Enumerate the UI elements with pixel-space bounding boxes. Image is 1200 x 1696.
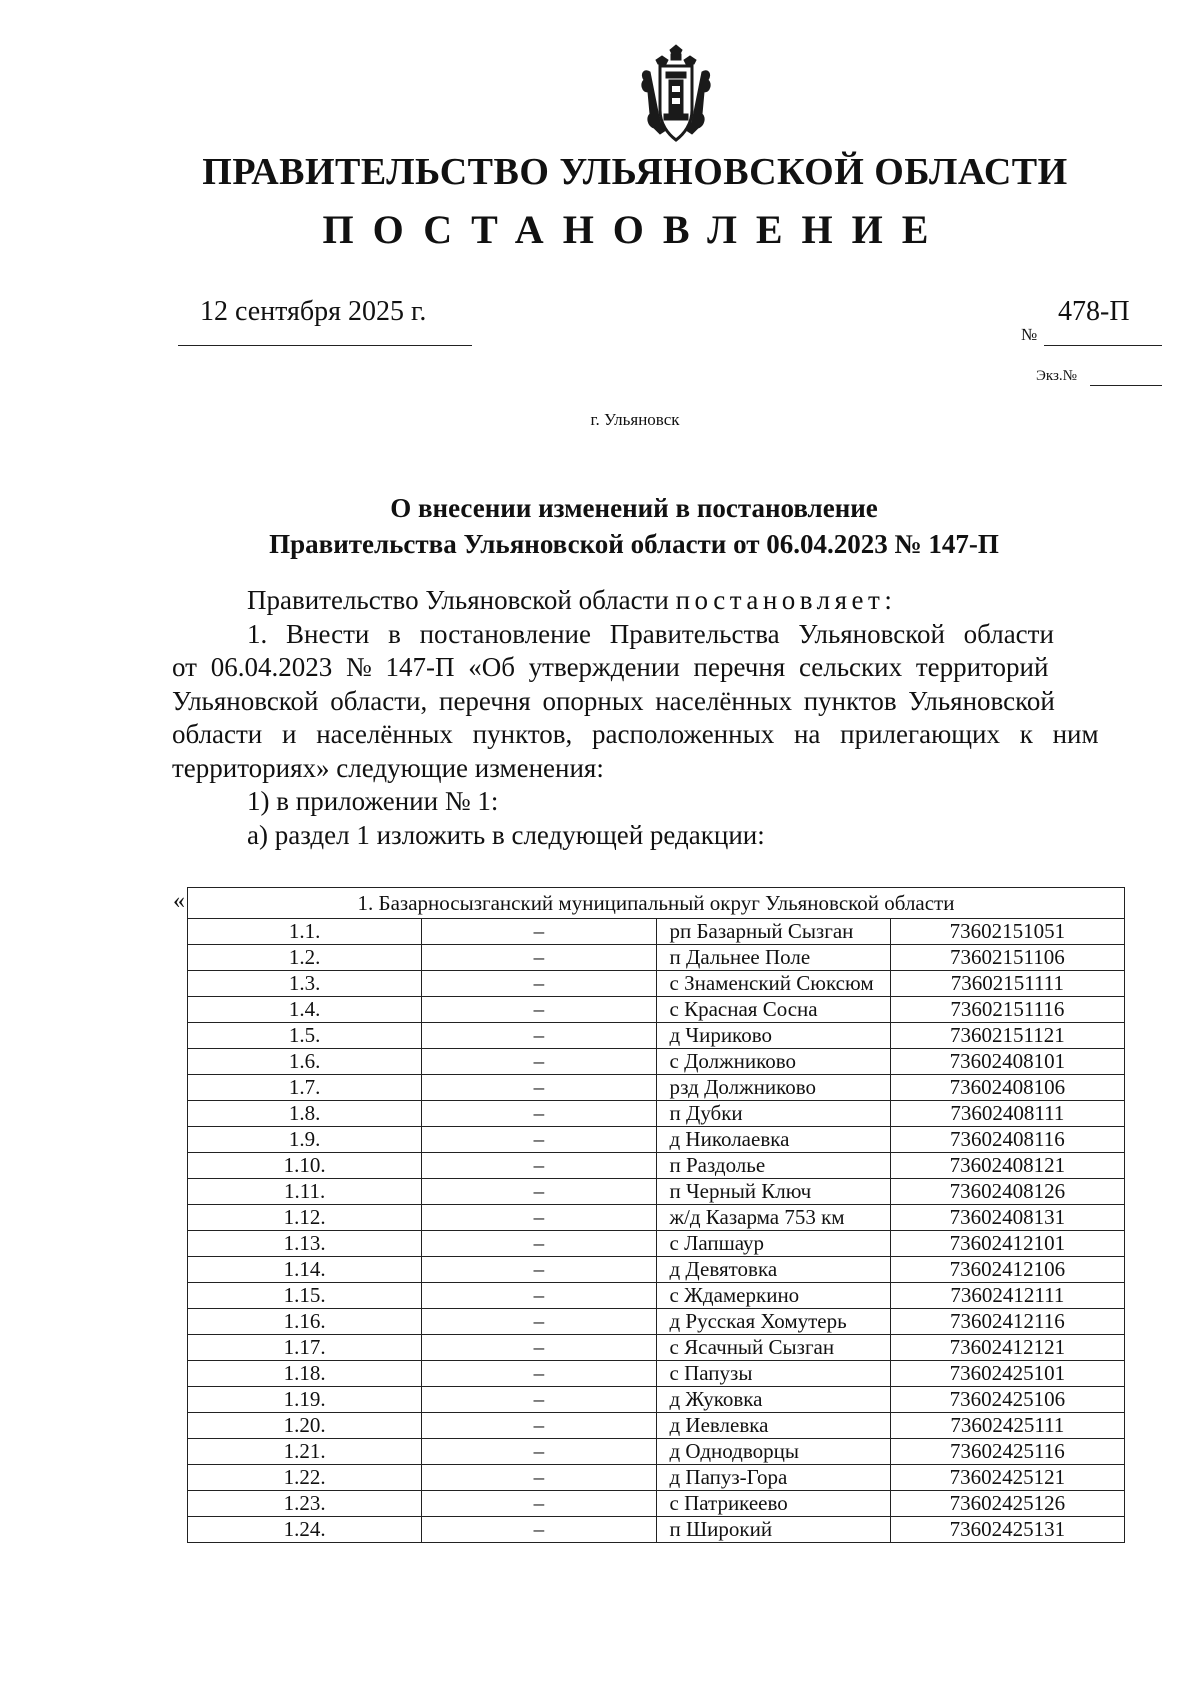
table-row	[188, 1439, 1125, 1465]
resolution-intro: Правительство Ульяновской области	[247, 585, 676, 615]
row-number: 1.24.	[188, 1517, 422, 1543]
row-number: 1.18.	[188, 1361, 422, 1387]
table-row	[188, 1465, 1125, 1491]
oktmo-code: 73602425121	[890, 1465, 1124, 1491]
row-dash: –	[422, 1205, 656, 1231]
row-dash: –	[422, 945, 656, 971]
settlement-name: д Жуковка	[656, 1387, 890, 1413]
settlement-name: д Чириково	[656, 1023, 890, 1049]
settlement-name: с Знаменский Сюксюм	[656, 971, 890, 997]
table-row	[188, 1023, 1125, 1049]
oktmo-code: 73602408116	[890, 1127, 1124, 1153]
settlement-name: с Ждамеркино	[656, 1283, 890, 1309]
settlement-name: д Однодворцы	[656, 1439, 890, 1465]
row-number: 1.10.	[188, 1153, 422, 1179]
date-underline	[178, 345, 472, 346]
sub-item-1: 1) в приложении № 1:	[247, 786, 499, 816]
settlement-name: д Папуз-Гора	[656, 1465, 890, 1491]
table-row	[188, 945, 1125, 971]
row-number: 1.23.	[188, 1491, 422, 1517]
settlement-name: с Папузы	[656, 1361, 890, 1387]
settlement-name: д Николаевка	[656, 1127, 890, 1153]
row-dash: –	[422, 1387, 656, 1413]
section-title: 1. Базарносызганский муниципальный округ Ульяновской области	[188, 888, 1125, 919]
oktmo-code: 73602151121	[890, 1023, 1124, 1049]
copy-number-underline	[1090, 385, 1162, 386]
settlement-name: д Девятовка	[656, 1257, 890, 1283]
item-1-line-2: от 06.04.2023 № 147-П «Об утверждении перечня сельских территорий	[172, 652, 1049, 682]
table-row	[188, 997, 1125, 1023]
subject-line-2: Правительства Ульяновской области от 06.04.2023 № 147-П	[269, 529, 999, 559]
oktmo-code: 73602151106	[890, 945, 1124, 971]
subject-line-1: О внесении изменений в постановление	[390, 493, 878, 523]
row-dash: –	[422, 1049, 656, 1075]
copy-number-label: Экз.№	[1036, 368, 1077, 384]
settlements-table	[187, 887, 1125, 1543]
row-number: 1.15.	[188, 1283, 422, 1309]
table-row	[188, 919, 1125, 945]
oktmo-code: 73602408121	[890, 1153, 1124, 1179]
oktmo-code: 73602425131	[890, 1517, 1124, 1543]
table-row	[188, 1179, 1125, 1205]
row-dash: –	[422, 1257, 656, 1283]
row-number: 1.6.	[188, 1049, 422, 1075]
settlement-name: п Раздолье	[656, 1153, 890, 1179]
oktmo-code: 73602425101	[890, 1361, 1124, 1387]
row-number: 1.3.	[188, 971, 422, 997]
decree-date: 12 сентября 2025 г.	[200, 296, 427, 327]
settlement-name: п Широкий	[656, 1517, 890, 1543]
oktmo-code: 73602425106	[890, 1387, 1124, 1413]
decree-subject	[0, 490, 1200, 562]
item-1-line-5: территориях» следующие изменения:	[172, 752, 604, 783]
row-number: 1.4.	[188, 997, 422, 1023]
coat-of-arms-emblem	[626, 44, 726, 144]
oktmo-code: 73602412106	[890, 1257, 1124, 1283]
row-dash: –	[422, 1517, 656, 1543]
row-number: 1.2.	[188, 945, 422, 971]
oktmo-code: 73602151111	[890, 971, 1124, 997]
table-row	[188, 1049, 1125, 1075]
row-dash: –	[422, 1335, 656, 1361]
oktmo-code: 73602412121	[890, 1335, 1124, 1361]
row-number: 1.9.	[188, 1127, 422, 1153]
resolution-verb: постановляет:	[675, 585, 897, 615]
table-row	[188, 971, 1125, 997]
row-number: 1.11.	[188, 1179, 422, 1205]
table-row	[188, 1257, 1125, 1283]
table-row	[188, 1231, 1125, 1257]
table-row	[188, 1491, 1125, 1517]
settlement-name: с Ясачный Сызган	[656, 1335, 890, 1361]
document-type-title: ПОСТАНОВЛЕНИЕ	[322, 207, 948, 252]
table-row	[188, 1309, 1125, 1335]
sub-item-a: а) раздел 1 изложить в следующей редакции:	[247, 819, 765, 850]
table-row	[188, 1361, 1125, 1387]
oktmo-code: 73602408131	[890, 1205, 1124, 1231]
row-dash: –	[422, 1361, 656, 1387]
row-number: 1.20.	[188, 1413, 422, 1439]
item-1-line-3: Ульяновской области, перечня опорных населённых пунктов Ульяновской	[172, 685, 1055, 716]
oktmo-code: 73602408101	[890, 1049, 1124, 1075]
row-number: 1.7.	[188, 1075, 422, 1101]
oktmo-code: 73602408111	[890, 1101, 1124, 1127]
settlement-name: с Должниково	[656, 1049, 890, 1075]
resolution-paragraph	[172, 584, 1160, 618]
item-1-line-4: области и населённых пунктов, расположенных на прилегающих к ним	[172, 719, 1099, 749]
number-label: №	[1021, 325, 1038, 344]
row-number: 1.17.	[188, 1335, 422, 1361]
settlement-name: рп Базарный Сызган	[656, 919, 890, 945]
settlement-name: п Дубки	[656, 1101, 890, 1127]
table-row	[188, 1335, 1125, 1361]
row-dash: –	[422, 919, 656, 945]
government-title: ПРАВИТЕЛЬСТВО УЛЬЯНОВСКОЙ ОБЛАСТИ	[202, 151, 1068, 193]
settlement-name: с Патрикеево	[656, 1491, 890, 1517]
settlement-name: с Лапшаур	[656, 1231, 890, 1257]
decree-body	[172, 584, 1160, 852]
opening-quote: «	[173, 888, 185, 914]
table-row	[188, 1205, 1125, 1231]
table-section-header	[188, 888, 1125, 919]
row-dash: –	[422, 971, 656, 997]
row-dash: –	[422, 1179, 656, 1205]
oktmo-code: 73602408126	[890, 1179, 1124, 1205]
table-row	[188, 1517, 1125, 1543]
oktmo-code: 73602425126	[890, 1491, 1124, 1517]
oktmo-code: 73602151051	[890, 919, 1124, 945]
oktmo-code: 73602151116	[890, 997, 1124, 1023]
row-dash: –	[422, 1491, 656, 1517]
row-dash: –	[422, 1413, 656, 1439]
row-number: 1.12.	[188, 1205, 422, 1231]
oktmo-code: 73602412101	[890, 1231, 1124, 1257]
oktmo-code: 73602412116	[890, 1309, 1124, 1335]
settlement-name: рзд Должниково	[656, 1075, 890, 1101]
row-dash: –	[422, 1309, 656, 1335]
decree-number: 478-П	[1058, 296, 1130, 327]
table-row	[188, 1127, 1125, 1153]
settlement-name: д Иевлевка	[656, 1413, 890, 1439]
row-dash: –	[422, 997, 656, 1023]
settlement-name: с Красная Сосна	[656, 997, 890, 1023]
row-number: 1.22.	[188, 1465, 422, 1491]
oktmo-code: 73602408106	[890, 1075, 1124, 1101]
row-number: 1.19.	[188, 1387, 422, 1413]
row-number: 1.14.	[188, 1257, 422, 1283]
city-name: г. Ульяновск	[590, 410, 680, 429]
row-number: 1.8.	[188, 1101, 422, 1127]
row-dash: –	[422, 1127, 656, 1153]
table-row	[188, 1101, 1125, 1127]
number-underline	[1044, 345, 1162, 346]
oktmo-code: 73602425111	[890, 1413, 1124, 1439]
oktmo-code: 73602425116	[890, 1439, 1124, 1465]
row-number: 1.1.	[188, 919, 422, 945]
table-row	[188, 1413, 1125, 1439]
settlement-name: ж/д Казарма 753 км	[656, 1205, 890, 1231]
table-row	[188, 1283, 1125, 1309]
item-1-line-1: 1. Внести в постановление Правительства Ульяновской области	[247, 618, 1054, 649]
row-dash: –	[422, 1023, 656, 1049]
row-number: 1.13.	[188, 1231, 422, 1257]
table-row	[188, 1153, 1125, 1179]
row-dash: –	[422, 1465, 656, 1491]
oktmo-code: 73602412111	[890, 1283, 1124, 1309]
row-dash: –	[422, 1075, 656, 1101]
settlement-name: п Дальнее Поле	[656, 945, 890, 971]
row-dash: –	[422, 1153, 656, 1179]
row-dash: –	[422, 1283, 656, 1309]
row-number: 1.21.	[188, 1439, 422, 1465]
table-row	[188, 1387, 1125, 1413]
row-dash: –	[422, 1439, 656, 1465]
table-row	[188, 1075, 1125, 1101]
settlement-name: п Черный Ключ	[656, 1179, 890, 1205]
row-dash: –	[422, 1101, 656, 1127]
row-dash: –	[422, 1231, 656, 1257]
settlement-name: д Русская Хомутерь	[656, 1309, 890, 1335]
row-number: 1.16.	[188, 1309, 422, 1335]
row-number: 1.5.	[188, 1023, 422, 1049]
